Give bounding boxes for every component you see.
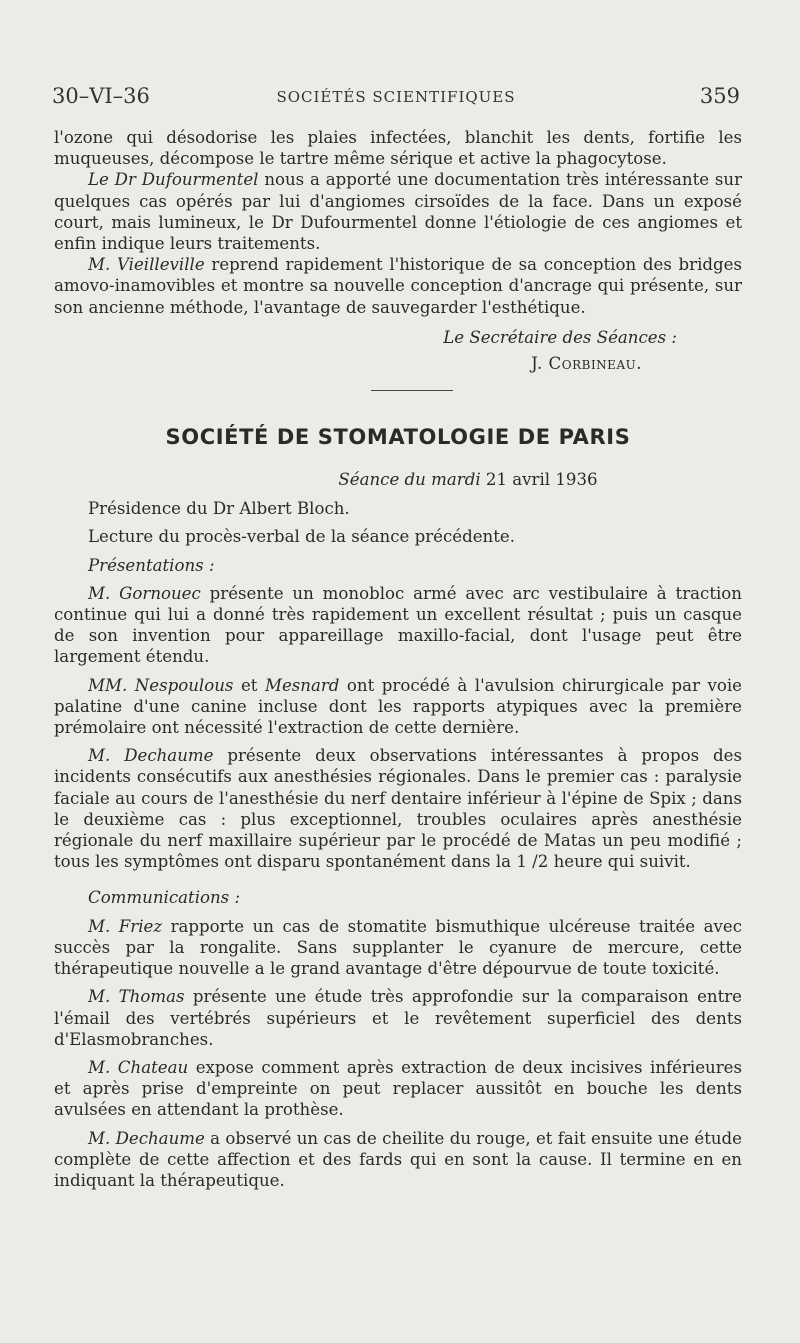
paragraph-text: nous a apporté une documentation très intéressante sur quelques cas opérés par lui d'angiomes cirsoïdes de la face. Dans un exposé court, mais lumineux, le Dr Dufourmentel donne l'étiologie de ces angiomes et enfin indique leurs traitements. <box>54 170 743 254</box>
communications-heading: Communications : <box>88 888 241 908</box>
presentation-item <box>54 675 742 739</box>
running-header <box>52 84 740 114</box>
section-title: SOCIÉTÉ DE STOMATOLOGIE DE PARIS <box>165 424 631 449</box>
seance-label: Séance du mardi <box>338 470 481 490</box>
paragraph-text: présente un monobloc armé avec arc vestibulaire à traction continue qui lui a donné très rapidement un excellent résultat ; puis un casque de son invention pour appareillage maxillo-facial, dont l'usage peut être largement étendu. <box>54 583 742 667</box>
page-body <box>54 127 742 1191</box>
page-number: 359 <box>699 84 740 108</box>
lecture-line: Lecture du procès-verbal de la séance précédente. <box>88 527 515 547</box>
communication-item <box>54 1057 742 1121</box>
speaker-name: M. Dechaume <box>88 1128 205 1148</box>
paragraph-ozone: l'ozone qui désodorise les plaies infectées, blanchit les dents, fortifie les muqueuses, décompose le tartre même sérique et active la phagocytose. <box>54 128 742 169</box>
speaker-name: M. Vieilleville <box>88 255 205 275</box>
seance-line <box>54 469 742 490</box>
paragraph-text: ont procédé à l'avulsion chirurgicale par voie palatine d'une canine incluse dont les rapports atypiques avec la première prémolaire ont nécessité l'extraction de cette dernière. <box>54 675 742 738</box>
paragraph-dufourmentel <box>54 169 742 254</box>
paragraph-text: a observé un cas de cheilite du rouge, et fait ensuite une étude complète de cette affection et des fards qui en sont la cause. Il termine en en indiquant la thérapeutique. <box>54 1128 742 1190</box>
header-date: 30–VI–36 <box>52 84 150 108</box>
presidence-line: Présidence du Dr Albert Bloch. <box>88 499 350 519</box>
paragraph-text: expose comment après extraction de deux incisives inférieures et après prise d'empreinte on peut replacer aussitôt en bouche les dents avulsées en attendant la prothèse. <box>54 1057 742 1120</box>
speaker-name: Le Dr Dufourmentel <box>88 170 259 190</box>
signature-name: J. Corbineau. <box>531 353 642 373</box>
paragraph-text: rapporte un cas de stomatite bismuthique ulcéreuse traitée avec succès par la rongalite. Sans supplanter le cyanure de mercure, cette thérapeutique nouvelle a le grand avantage d'être dépourvue de toute toxicité. <box>54 916 742 979</box>
speaker-name: MM. Nespoulous <box>88 675 234 695</box>
communication-item <box>54 1128 742 1192</box>
speaker-name: M. Dechaume <box>88 746 214 766</box>
header-journal: SOCIÉTÉS SCIENTIFIQUES <box>276 88 516 106</box>
presentation-item <box>54 745 742 872</box>
speaker-name: M. Gornouec <box>88 583 201 603</box>
speaker-name: M. Friez <box>88 916 163 936</box>
paragraph-text: présente une étude très approfondie sur la comparaison entre l'émail des vertébrés supérieurs et le revêtement superficiel des dents d'Elasmobranches. <box>54 987 742 1049</box>
paragraph-connector: et <box>233 675 265 695</box>
paragraph-vieilleville <box>54 254 742 318</box>
speaker-name: Mesnard <box>264 675 340 695</box>
communication-item <box>54 916 742 980</box>
communication-item <box>54 986 742 1050</box>
paragraph-text: reprend rapidement l'historique de sa conception des bridges amovo-inamovibles et montre sa nouvelle conception d'ancrage qui présente, sur son ancienne méthode, l'avantage de sauvegarder l'esthétique. <box>54 255 742 317</box>
presentations-heading: Présentations : <box>88 555 215 575</box>
signature-role: Le Secrétaire des Séances : <box>443 327 677 347</box>
seance-date: 21 avril 1936 <box>480 470 598 490</box>
speaker-name: M. Thomas <box>88 987 185 1007</box>
section-divider <box>371 390 453 391</box>
presentation-item <box>54 583 742 668</box>
signature-block <box>54 325 742 377</box>
paragraph-text: présente deux observations intéressantes à propos des incidents consécutifs aux anesthésies régionales. Dans le premier cas : paralysie faciale au cours de l'anesthésie du nerf dentaire inférieur à l'épine de Spix ; dans le deuxième cas : plus exceptionnel, troubles oculaires après anesthésie régionale du nerf maxillaire supérieur par le procédé de Matas un peu modifié ; tous les symptômes ont disparu spontanément dans la 1 /2 heure qui suivit. <box>54 746 742 872</box>
speaker-name: M. Chateau <box>88 1057 189 1077</box>
